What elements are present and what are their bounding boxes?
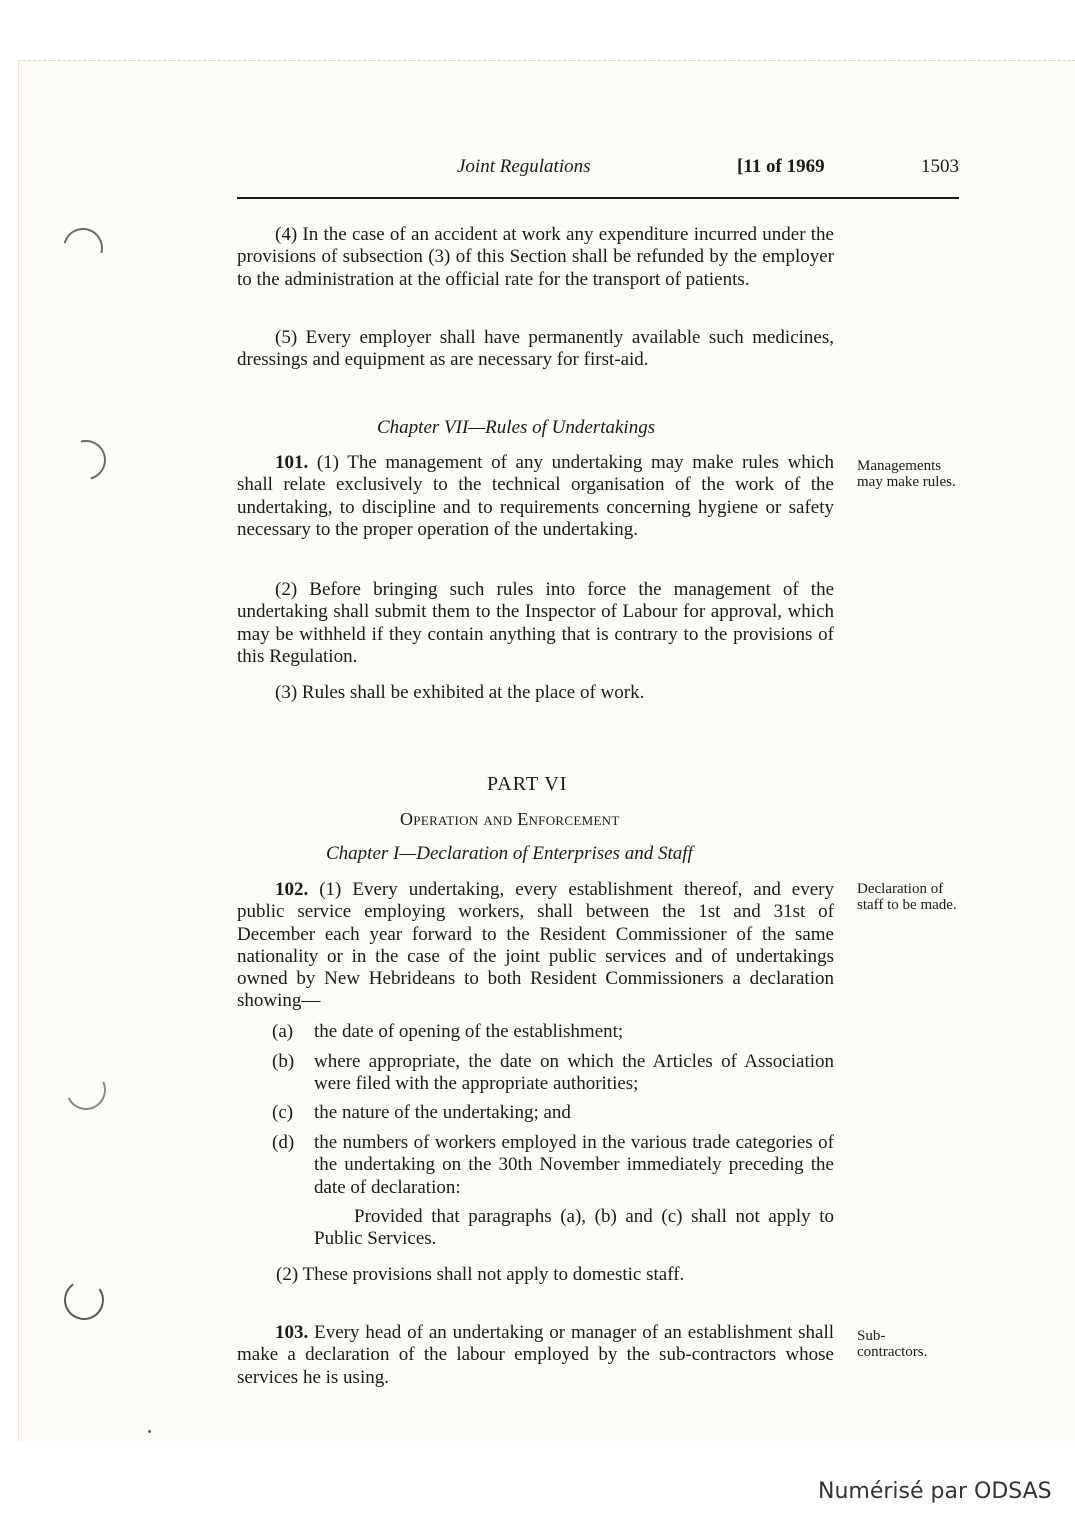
- list-item-d: (d) the numbers of workers employed in the various trade categories of the undertaking on the 30th November immediately preceding the date of declaration:: [272, 1132, 834, 1198]
- part-subheading: Operation and Enforcement: [400, 809, 620, 829]
- section-number: 102.: [275, 879, 309, 900]
- section-text: (1) The management of any undertaking may make rules which shall relate exclusively to the technical organisation of the work of the undertaking, to discipline and to requirements concerning hygiene or safety necessary to the proper operation of the undertaking.: [237, 452, 834, 540]
- header-title: Joint Regulations: [457, 156, 591, 177]
- section-text: Every head of an undertaking or manager of an establishment shall make a declaration of the labour employed by the sub-contractors whose services he is using.: [237, 1322, 835, 1388]
- section-101-subsection-2: (2) Before bringing such rules into force the management of the undertaking shall submit them to the Inspector of Labour for approval, which may be withheld if they contain anything that is contrary to the provisions of this Regulation.: [237, 579, 834, 667]
- header-rule: [237, 197, 959, 199]
- margin-note-101: Managements may make rules.: [857, 458, 956, 490]
- section-101-subsection-1: [237, 452, 834, 541]
- section-101-subsection-3: (3) Rules shall be exhibited at the place of work.: [275, 682, 645, 703]
- list-item-c: (c) the nature of the undertaking; and: [272, 1102, 571, 1123]
- section-103: [237, 1322, 834, 1389]
- margin-note-102: Declaration of staff to be made.: [857, 881, 957, 913]
- section-text: (1) Every undertaking, every establishment thereof, and every public service employing workers, shall between the 1st and 31st of December each year forward to the Resident Commissioner of the same nationality or in the case of the joint public services and of undertakings owned by New Hebrideans to both Resident Commissioners a declaration showing—: [237, 879, 834, 1012]
- list-item-b: (b) where appropriate, the date on which the Articles of Association were filed with the appropriate authorities;: [272, 1051, 834, 1095]
- running-header: [237, 156, 959, 182]
- page-number: 1503: [921, 156, 959, 177]
- chapter-vii-heading: Chapter VII—Rules of Undertakings: [377, 417, 656, 438]
- section-102-subsection-2: (2) These provisions shall not apply to domestic staff.: [276, 1264, 685, 1285]
- chapter-i-heading: Chapter I—Declaration of Enterprises and Staff: [326, 843, 693, 864]
- subsection-4: (4) In the case of an accident at work any expenditure incurred under the provisions of subsection (3) of this Section shall be refunded by the employer to the administration at the official rate for the transport of patients.: [237, 224, 834, 290]
- section-number: 103.: [275, 1322, 309, 1343]
- subsection-5: (5) Every employer shall have permanently available such medicines, dressings and equipment as are necessary for first-aid.: [237, 327, 834, 371]
- list-item-a: (a) the date of opening of the establishment;: [272, 1021, 624, 1042]
- margin-note-103: Sub-contractors.: [857, 1328, 928, 1360]
- scan-speck: [148, 1430, 151, 1433]
- section-number: 101.: [275, 452, 309, 473]
- part-heading: PART VI: [487, 773, 568, 795]
- section-102-subsection-1: [237, 879, 834, 1013]
- digitization-stamp: Numérisé par ODSAS: [818, 1479, 1052, 1504]
- proviso: Provided that paragraphs (a), (b) and (c) shall not apply to Public Services.: [314, 1206, 834, 1250]
- header-act-reference: [11 of 1969: [737, 156, 825, 177]
